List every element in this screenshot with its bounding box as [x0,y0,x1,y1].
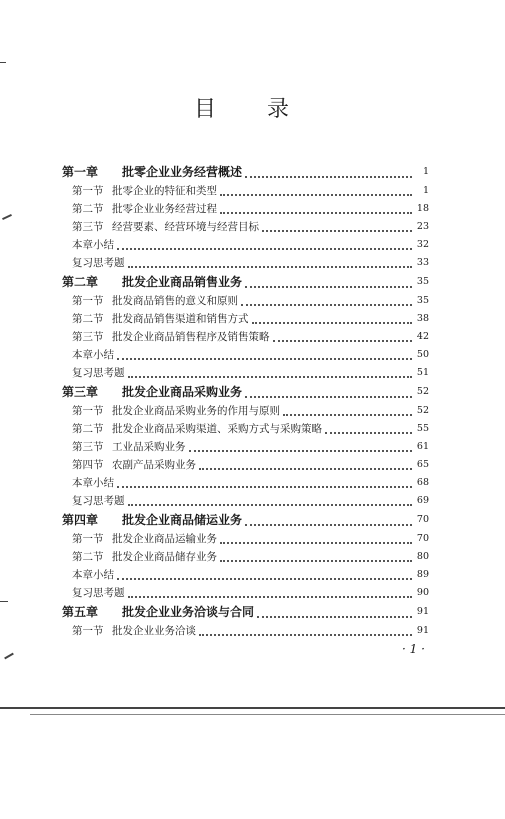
toc-label [62,182,217,200]
bottom-rule-thin [30,714,505,715]
toc-title: 批零企业的特征和类型 [112,185,217,197]
scan-mark [0,62,6,63]
dot-leader [257,616,412,618]
toc-page-number: 70 [416,533,429,544]
toc-entry [62,182,429,200]
dot-leader [220,542,412,544]
toc-page-number: 23 [416,221,429,232]
toc-number: 第二节 [72,423,104,435]
toc-title: 批发企业商品运输业务 [112,533,217,545]
toc-label [62,530,217,548]
scan-mark [0,601,8,602]
toc-entry [62,566,429,584]
toc-label [62,218,259,236]
dot-leader [199,634,412,636]
toc-title: 批发企业商品储存业务 [112,551,217,563]
toc-entry [62,292,429,310]
page-number: · 1 · [402,642,425,656]
toc-number: 第一节 [72,625,104,637]
toc-title: 批发商品销售渠道和销售方式 [112,313,249,325]
toc-page-number: 51 [416,367,429,378]
toc-page-number: 35 [416,276,429,287]
dot-leader [325,432,412,434]
toc-title: 工业品采购业务 [112,441,186,453]
table-of-contents [62,162,429,640]
toc-label [62,236,114,254]
toc-entry [62,402,429,420]
toc-label [62,254,125,272]
toc-title: 批发企业商品销售业务 [122,275,243,289]
toc-page-number: 1 [422,185,429,196]
toc-title: 批零企业业务经营过程 [112,203,217,215]
toc-number: 第一节 [72,295,104,307]
toc-page-number: 52 [416,405,429,416]
toc-entry [62,584,429,602]
toc-entry [62,310,429,328]
dot-leader [117,248,412,250]
toc-label [62,162,242,182]
dot-leader [245,524,412,526]
toc-number: 第三章 [62,385,99,399]
toc-title: 本章小结 [72,477,114,489]
toc-number: 第二节 [72,313,104,325]
toc-entry [62,328,429,346]
toc-entry [62,346,429,364]
toc-number: 第三节 [72,441,104,453]
toc-entry [62,456,429,474]
toc-title: 批发企业商品储运业务 [122,513,243,527]
toc-page-number: 65 [416,459,429,470]
toc-label [62,548,217,566]
toc-label [62,510,242,530]
dot-leader [245,286,412,288]
toc-title: 批发企业商品采购渠道、采购方式与采购策略 [112,423,322,435]
dot-leader [128,504,413,506]
dot-leader [117,358,412,360]
toc-entry [62,438,429,456]
toc-title: 批发商品销售的意义和原则 [112,295,238,307]
toc-entry [62,382,429,402]
toc-title: 批零企业业务经营概述 [122,165,243,179]
toc-page-number: 91 [416,625,429,636]
dot-leader [117,578,412,580]
toc-page-number: 90 [416,587,429,598]
toc-title: 批发企业商品采购业务的作用与原则 [112,405,280,417]
page-title: 目 录 [194,97,311,122]
toc-title: 复习思考题 [72,257,125,269]
toc-entry [62,420,429,438]
toc-entry [62,218,429,236]
toc-title: 批发企业业务洽谈 [112,625,196,637]
toc-entry [62,236,429,254]
dot-leader [117,486,412,488]
toc-label [62,438,186,456]
toc-number: 第二章 [62,275,99,289]
dot-leader [245,396,412,398]
toc-page-number: 52 [416,386,429,397]
toc-label [62,492,125,510]
dot-leader [245,176,412,178]
toc-page-number: 55 [416,423,429,434]
toc-entry [62,474,429,492]
toc-number: 第一节 [72,185,104,197]
toc-title: 农副产品采购业务 [112,459,196,471]
toc-entry [62,510,429,530]
toc-entry [62,602,429,622]
toc-label [62,584,125,602]
toc-page-number: 42 [416,331,429,342]
toc-label [62,382,242,402]
toc-entry [62,364,429,382]
toc-title: 批发企业业务洽谈与合同 [122,605,255,619]
toc-entry [62,254,429,272]
toc-title: 本章小结 [72,239,114,251]
toc-page-number: 1 [422,166,429,177]
toc-number: 第二节 [72,203,104,215]
toc-label [62,328,270,346]
dot-leader [189,450,413,452]
dot-leader [128,596,413,598]
toc-label [62,364,125,382]
toc-title: 批发企业商品采购业务 [122,385,243,399]
toc-label [62,200,217,218]
dot-leader [241,304,412,306]
dot-leader [252,322,413,324]
toc-entry [62,492,429,510]
toc-page-number: 91 [416,606,429,617]
scan-mark [2,214,12,220]
toc-page-number: 50 [416,349,429,360]
toc-entry [62,162,429,182]
toc-number: 第一节 [72,405,104,417]
toc-label [62,292,238,310]
toc-label [62,474,114,492]
toc-number: 第二节 [72,551,104,563]
toc-page-number: 89 [416,569,429,580]
toc-page-number: 68 [416,477,429,488]
toc-label [62,310,249,328]
toc-page-number: 70 [416,514,429,525]
toc-label [62,346,114,364]
toc-label [62,420,322,438]
toc-title: 批发企业商品销售程序及销售策略 [112,331,270,343]
toc-page-number: 32 [416,239,429,250]
toc-label [62,566,114,584]
toc-page-number: 61 [416,441,429,452]
dot-leader [128,376,413,378]
toc-title: 经营要素、经营环境与经营目标 [112,221,259,233]
scan-mark [4,653,14,660]
toc-number: 第一节 [72,533,104,545]
toc-entry [62,622,429,640]
toc-number: 第三节 [72,221,104,233]
bottom-rule [0,707,505,709]
toc-page-number: 33 [416,257,429,268]
dot-leader [220,212,412,214]
toc-page-number: 18 [416,203,429,214]
toc-title: 复习思考题 [72,587,125,599]
toc-number: 第五章 [62,605,99,619]
toc-number: 第四章 [62,513,99,527]
toc-label [62,272,242,292]
dot-leader [128,266,413,268]
toc-page-number: 35 [416,295,429,306]
dot-leader [220,194,412,196]
toc-page-number: 80 [416,551,429,562]
toc-title: 复习思考题 [72,495,125,507]
dot-leader [199,468,412,470]
toc-entry [62,272,429,292]
dot-leader [220,560,412,562]
toc-title: 复习思考题 [72,367,125,379]
toc-label [62,622,196,640]
toc-number: 第三节 [72,331,104,343]
toc-title: 本章小结 [72,349,114,361]
dot-leader [283,414,412,416]
toc-page-number: 69 [416,495,429,506]
toc-number: 第一章 [62,165,99,179]
toc-page-number: 38 [416,313,429,324]
toc-number: 第四节 [72,459,104,471]
toc-label [62,402,280,420]
dot-leader [262,230,412,232]
toc-title: 本章小结 [72,569,114,581]
toc-entry [62,548,429,566]
toc-entry [62,530,429,548]
toc-entry [62,200,429,218]
dot-leader [273,340,413,342]
toc-label [62,602,254,622]
toc-label [62,456,196,474]
